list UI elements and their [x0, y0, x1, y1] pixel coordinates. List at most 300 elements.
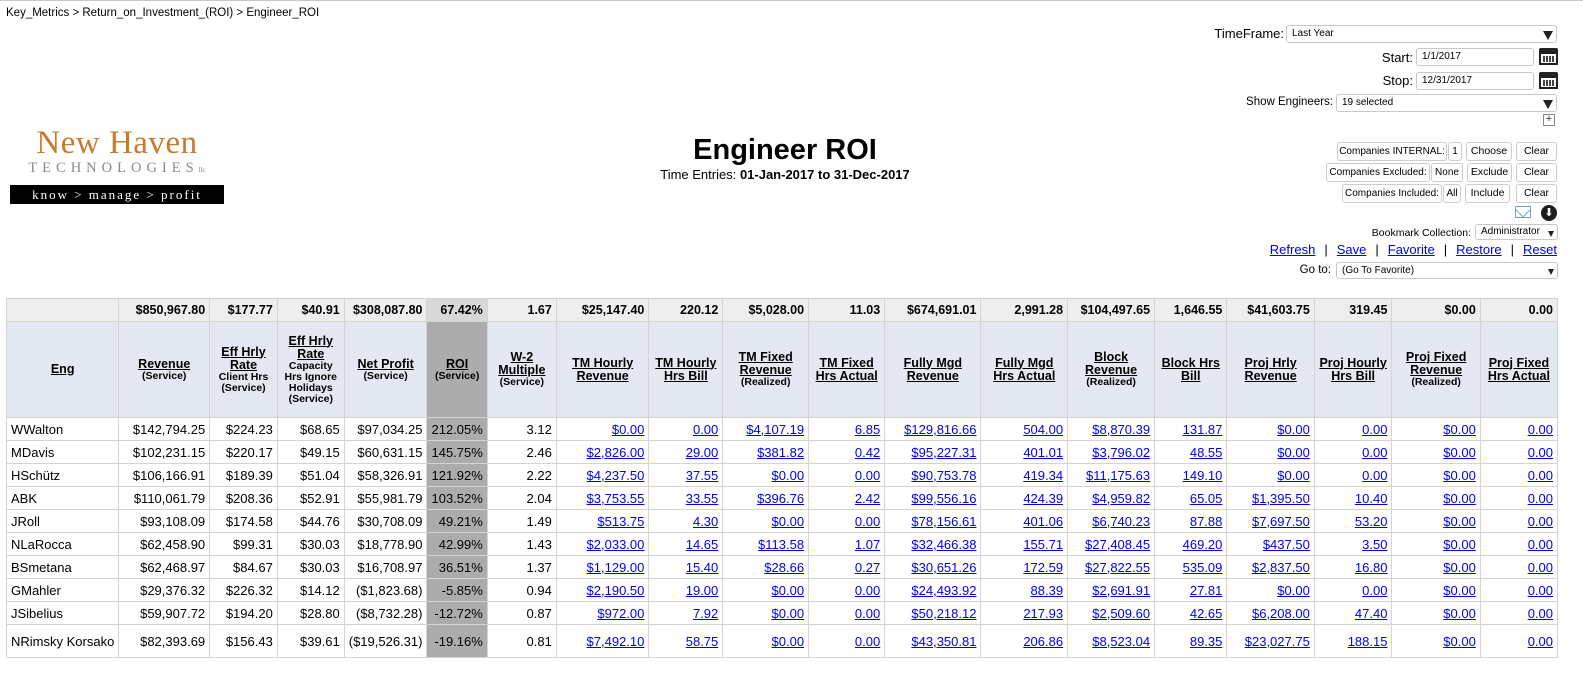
table-cell	[1314, 487, 1392, 510]
column-header[interactable]	[427, 322, 487, 418]
clear-internal-button[interactable]: Clear	[1516, 142, 1557, 161]
table-cell	[556, 533, 649, 556]
drilldown-link[interactable]: $437.50	[1262, 536, 1310, 552]
total-cell: $674,691.01	[885, 299, 981, 322]
table-cell	[723, 556, 809, 579]
row-gmahler	[7, 579, 1558, 602]
column-header-sublabel: (Realized)	[740, 376, 791, 388]
drilldown-link[interactable]: $113.58	[758, 536, 805, 552]
table-cell	[556, 625, 649, 658]
table-cell	[723, 625, 809, 658]
drilldown-link[interactable]: $7,697.50	[1251, 513, 1310, 529]
column-header-sublabel: (Realized)	[1411, 376, 1461, 388]
mail-icon[interactable]	[1515, 206, 1531, 218]
table-cell	[1068, 510, 1155, 533]
table-cell: ($19,526.31)	[344, 625, 427, 658]
drilldown-link[interactable]: 33.55	[685, 490, 719, 506]
drilldown-link[interactable]: 1.07	[854, 536, 881, 552]
table-cell: $142,794.25	[119, 418, 210, 441]
drilldown-link[interactable]: 504.00	[1023, 421, 1064, 437]
drilldown-link[interactable]: 172.59	[1023, 559, 1064, 575]
column-header[interactable]	[7, 322, 119, 418]
table-cell: $59,907.72	[119, 602, 210, 625]
totals-row	[7, 299, 1558, 322]
table-cell	[1314, 441, 1392, 464]
table-cell	[1227, 579, 1314, 602]
drilldown-link[interactable]: $30,651.26	[911, 559, 977, 575]
column-header[interactable]	[556, 322, 649, 418]
drilldown-link[interactable]: $32,466.38	[911, 536, 977, 552]
drilldown-link[interactable]: $28.66	[764, 559, 805, 575]
table-cell: 2.22	[487, 464, 556, 487]
header-row	[7, 322, 1558, 418]
total-cell: 1.67	[487, 299, 556, 322]
column-header[interactable]	[885, 322, 981, 418]
drilldown-link[interactable]: $396.76	[757, 490, 805, 506]
table-cell	[1480, 556, 1557, 579]
table-cell	[649, 579, 723, 602]
drilldown-link[interactable]: $4,959.82	[1092, 490, 1151, 506]
clear-included-button[interactable]: Clear	[1516, 184, 1557, 203]
drilldown-link[interactable]: $0.00	[1443, 536, 1476, 552]
table-cell: $97,034.25	[344, 418, 427, 441]
calendar-icon[interactable]	[1539, 72, 1558, 89]
drilldown-link[interactable]: 27.81	[1189, 582, 1223, 598]
drilldown-link[interactable]: $95,227.31	[911, 444, 977, 460]
table-cell	[1227, 625, 1314, 658]
drilldown-link[interactable]: 0.00	[854, 605, 881, 621]
column-header[interactable]	[981, 322, 1068, 418]
column-header-sublabel: (Service)	[499, 376, 544, 388]
start-date-input[interactable]: 1/1/2017	[1416, 48, 1534, 66]
drilldown-link[interactable]: $0.00	[611, 421, 645, 437]
exclude-button[interactable]: Exclude	[1467, 163, 1512, 182]
column-header[interactable]	[1068, 322, 1155, 418]
drilldown-link[interactable]: $0.00	[1443, 490, 1476, 506]
table-cell: $106,166.91	[119, 464, 210, 487]
drilldown-link[interactable]: $0.00	[771, 633, 805, 649]
column-header-label[interactable]: TM Hourly Revenue	[572, 355, 634, 383]
drilldown-link[interactable]: $513.75	[597, 513, 645, 529]
table-cell	[809, 556, 885, 579]
drilldown-link[interactable]: $43,350.81	[911, 633, 977, 649]
table-cell	[1314, 602, 1392, 625]
drilldown-link[interactable]: $0.00	[1443, 421, 1476, 437]
bookmark-collection-select[interactable]: Administrator	[1475, 224, 1558, 240]
drilldown-link[interactable]: $0.00	[771, 513, 805, 529]
table-cell: $29,376.32	[119, 579, 210, 602]
column-header-sublabel: Capacity Hrs Ignore Holidays (Service)	[284, 359, 338, 405]
drilldown-link[interactable]: 88.39	[1030, 582, 1064, 598]
column-header-label[interactable]: Fully Mgd Hrs Actual	[993, 355, 1056, 383]
page-subtitle: Time Entries: 01-Jan-2017 to 31-Dec-2017	[660, 167, 910, 182]
table-cell	[1068, 487, 1155, 510]
row-nlarocca	[7, 533, 1558, 556]
column-header-label[interactable]: Fully Mgd Revenue	[903, 355, 962, 383]
drilldown-link[interactable]: 15.40	[685, 559, 719, 575]
drilldown-link[interactable]: $0.00	[1443, 444, 1476, 460]
drilldown-link[interactable]: $2,691.91	[1092, 582, 1151, 598]
column-header-label[interactable]: TM Fixed Revenue	[738, 350, 793, 377]
table-cell: $14.12	[277, 579, 344, 602]
drilldown-link[interactable]: 535.09	[1182, 559, 1223, 575]
drilldown-link[interactable]: 58.75	[685, 633, 719, 649]
table-cell	[1227, 441, 1314, 464]
download-icon[interactable]: ⬇	[1541, 205, 1557, 221]
drilldown-link[interactable]: 419.34	[1023, 467, 1064, 483]
table-cell	[1392, 556, 1480, 579]
drilldown-link[interactable]: $129,816.66	[904, 421, 977, 437]
column-header-label[interactable]: Block Hrs Bill	[1161, 355, 1220, 383]
drilldown-link[interactable]: $0.00	[1443, 605, 1476, 621]
drilldown-link[interactable]: 65.05	[1189, 490, 1223, 506]
table-cell: $55,981.79	[344, 487, 427, 510]
drilldown-link[interactable]: 4.30	[692, 513, 719, 529]
table-cell	[1480, 464, 1557, 487]
drilldown-link[interactable]: $0.00	[1277, 421, 1310, 437]
drilldown-link[interactable]: $0.00	[1277, 582, 1310, 598]
table-cell: $30.03	[277, 533, 344, 556]
drilldown-link[interactable]: 469.20	[1182, 536, 1223, 552]
drilldown-link[interactable]: 0.00	[1362, 444, 1388, 460]
row-hschutz	[7, 464, 1558, 487]
table-cell	[556, 418, 649, 441]
table-cell	[809, 533, 885, 556]
table-cell: 145.75%	[427, 441, 487, 464]
drilldown-link[interactable]: 0.00	[1362, 582, 1388, 598]
drilldown-link[interactable]: $8,523.04	[1092, 633, 1151, 649]
table-cell: 36.51%	[427, 556, 487, 579]
drilldown-link[interactable]: $6,208.00	[1251, 605, 1310, 621]
breadcrumb: Key_Metrics > Return_on_Investment_(ROI) > Engineer_ROI	[6, 7, 320, 19]
table-cell: -5.85%	[427, 579, 487, 602]
table-cell	[649, 625, 723, 658]
table-cell	[649, 464, 723, 487]
drilldown-link[interactable]: $0.00	[1443, 582, 1476, 598]
drilldown-link[interactable]: $50,218.12	[911, 605, 977, 621]
filter-internal-label: Companies INTERNAL:	[1337, 142, 1447, 161]
drilldown-link[interactable]: $3,796.02	[1092, 444, 1151, 460]
goto-label: Go to:	[1299, 264, 1331, 276]
drilldown-link[interactable]: $1,129.00	[586, 559, 645, 575]
column-header-label[interactable]: Proj Hourly Hrs Bill	[1319, 355, 1387, 383]
total-cell: $104,497.65	[1068, 299, 1155, 322]
drilldown-link[interactable]: 0.00	[1527, 467, 1553, 483]
total-cell	[7, 299, 119, 322]
row-abk	[7, 487, 1558, 510]
drilldown-link[interactable]: $972.00	[597, 605, 645, 621]
drilldown-link[interactable]: 401.01	[1023, 444, 1064, 460]
drilldown-link[interactable]: $0.00	[1443, 467, 1476, 483]
drilldown-link[interactable]: 29.00	[685, 444, 719, 460]
table-cell	[1392, 441, 1480, 464]
table-cell: $194.20	[210, 602, 278, 625]
drilldown-link[interactable]: $11,175.63	[1085, 467, 1151, 483]
engineer-name: ABK	[7, 487, 119, 510]
column-header[interactable]	[1480, 322, 1557, 418]
drilldown-link[interactable]: 16.80	[1354, 559, 1388, 575]
table-cell: 212.05%	[427, 418, 487, 441]
chevron-down-icon	[1548, 231, 1554, 237]
drilldown-link[interactable]: $4,237.50	[586, 467, 645, 483]
column-header-label[interactable]: Proj Fixed Revenue	[1405, 350, 1467, 377]
stop-date-input[interactable]: 12/31/2017	[1416, 72, 1534, 90]
chevron-down-icon	[1543, 31, 1553, 40]
table-cell	[885, 510, 981, 533]
drilldown-link[interactable]: 424.39	[1023, 490, 1064, 506]
chevron-down-icon	[1548, 269, 1554, 275]
total-cell: $308,087.80	[344, 299, 427, 322]
drilldown-link[interactable]: $2,190.50	[586, 582, 645, 598]
table-cell	[809, 579, 885, 602]
drilldown-link[interactable]: 401.06	[1023, 513, 1064, 529]
table-cell	[981, 418, 1068, 441]
drilldown-link[interactable]: $381.82	[757, 444, 805, 460]
column-header[interactable]	[277, 322, 344, 418]
column-header-label[interactable]: W-2 Multiple	[498, 350, 546, 377]
drilldown-link[interactable]: 0.00	[1527, 421, 1553, 437]
drilldown-link[interactable]: $0.00	[771, 467, 805, 483]
drilldown-link[interactable]: 188.15	[1347, 633, 1388, 649]
column-header-label[interactable]: Eff Hrly Rate	[288, 333, 333, 361]
drilldown-link[interactable]: $27,408.45	[1085, 536, 1151, 552]
drilldown-link[interactable]: 0.00	[854, 582, 881, 598]
table-cell	[981, 487, 1068, 510]
table-cell	[1227, 533, 1314, 556]
drilldown-link[interactable]: 37.55	[685, 467, 719, 483]
drilldown-link[interactable]: $2,509.60	[1092, 605, 1151, 621]
calendar-icon[interactable]	[1539, 48, 1558, 65]
drilldown-link[interactable]: 0.00	[692, 421, 719, 437]
table-cell: 1.49	[487, 510, 556, 533]
column-header-label[interactable]: TM Fixed Hrs Actual	[815, 355, 878, 383]
table-cell: $39.61	[277, 625, 344, 658]
column-header[interactable]	[210, 322, 278, 418]
table-cell: $224.23	[210, 418, 278, 441]
drilldown-link[interactable]: 0.42	[854, 444, 881, 460]
drilldown-link[interactable]: 0.00	[1527, 559, 1553, 575]
drilldown-link[interactable]: 155.71	[1023, 536, 1064, 552]
column-header[interactable]	[1314, 322, 1392, 418]
favorite-link[interactable]: Favorite	[1387, 242, 1435, 257]
column-header[interactable]	[723, 322, 809, 418]
column-header-label[interactable]: TM Hourly Hrs Bill	[655, 355, 717, 383]
drilldown-link[interactable]: 0.00	[1527, 605, 1553, 621]
column-header-label[interactable]: Eng	[50, 362, 75, 376]
table-cell	[1314, 464, 1392, 487]
include-button[interactable]: Include	[1465, 184, 1510, 203]
drilldown-link[interactable]: 7.92	[692, 605, 719, 621]
column-header-label[interactable]: ROI	[446, 356, 469, 371]
table-cell	[1392, 464, 1480, 487]
row-jroll	[7, 510, 1558, 533]
column-header[interactable]	[1155, 322, 1227, 418]
table-cell	[723, 510, 809, 533]
restore-link[interactable]: Restore	[1456, 242, 1502, 257]
refresh-link[interactable]: Refresh	[1269, 242, 1316, 257]
drilldown-link[interactable]: $0.00	[1443, 513, 1476, 529]
drilldown-link[interactable]: $7,492.10	[586, 633, 645, 649]
drilldown-link[interactable]: $2,837.50	[1251, 559, 1310, 575]
goto-favorite-select[interactable]: (Go To Favorite)	[1336, 262, 1558, 279]
timeframe-select[interactable]: Last Year	[1286, 25, 1557, 43]
table-cell: 121.92%	[427, 464, 487, 487]
table-cell	[1480, 579, 1557, 602]
drilldown-link[interactable]: 2.42	[854, 490, 881, 506]
table-cell	[1480, 533, 1557, 556]
drilldown-link[interactable]: $4,107.19	[746, 421, 805, 437]
filter-row-excluded	[1326, 163, 1559, 182]
show-engineers-label: Show Engineers:	[1246, 96, 1333, 108]
drilldown-link[interactable]: 89.35	[1189, 633, 1223, 649]
drilldown-link[interactable]: 0.00	[854, 633, 881, 649]
drilldown-link[interactable]: 0.00	[854, 513, 881, 529]
column-header[interactable]	[119, 322, 210, 418]
row-nrimsky-korsako	[7, 625, 1558, 658]
drilldown-link[interactable]: $2,033.00	[586, 536, 645, 552]
total-cell: $40.91	[277, 299, 344, 322]
drilldown-link[interactable]: $6,740.23	[1092, 513, 1151, 529]
drilldown-link[interactable]: $27,822.55	[1085, 559, 1151, 575]
bookmark-collection-label: Bookmark Collection:	[1371, 227, 1471, 239]
drilldown-link[interactable]: $78,156.61	[911, 513, 977, 529]
drilldown-link[interactable]: 10.40	[1354, 490, 1388, 506]
total-cell: $0.00	[1392, 299, 1480, 322]
drilldown-link[interactable]: 0.00	[1527, 633, 1553, 649]
column-header[interactable]	[649, 322, 723, 418]
drilldown-link[interactable]: 87.88	[1189, 513, 1223, 529]
drilldown-link[interactable]: 0.00	[1527, 536, 1553, 552]
table-cell: $189.39	[210, 464, 278, 487]
drilldown-link[interactable]: $99,556.16	[911, 490, 977, 506]
save-link[interactable]: Save	[1336, 242, 1367, 257]
drilldown-link[interactable]: $90,753.78	[911, 467, 977, 483]
filter-included-label: Companies Included:	[1342, 184, 1442, 203]
table-cell	[809, 487, 885, 510]
drilldown-link[interactable]: 53.20	[1354, 513, 1388, 529]
drilldown-link[interactable]: 14.65	[685, 536, 719, 552]
table-cell	[1068, 418, 1155, 441]
drilldown-link[interactable]: 0.00	[1362, 467, 1388, 483]
drilldown-link[interactable]: $2,826.00	[586, 444, 645, 460]
table-cell: $58,326.91	[344, 464, 427, 487]
drilldown-link[interactable]: 42.65	[1189, 605, 1223, 621]
column-header-label[interactable]: Block Revenue	[1085, 350, 1138, 377]
action-links: Refresh | Save | Favorite | Restore | Reset	[1269, 242, 1557, 257]
clear-excluded-button[interactable]: Clear	[1516, 163, 1557, 182]
drilldown-link[interactable]: $0.00	[1443, 559, 1476, 575]
column-header[interactable]	[809, 322, 885, 418]
table-cell	[981, 602, 1068, 625]
table-cell	[1227, 602, 1314, 625]
drilldown-link[interactable]: 19.00	[685, 582, 719, 598]
show-engineers-select[interactable]: 19 selected	[1336, 94, 1557, 112]
drilldown-link[interactable]: $24,493.92	[911, 582, 977, 598]
column-header-sublabel: (Service)	[434, 369, 480, 382]
column-header-label[interactable]: Revenue	[138, 356, 191, 371]
table-cell	[1155, 602, 1227, 625]
drilldown-link[interactable]: $3,753.55	[586, 490, 645, 506]
drilldown-link[interactable]: 0.00	[1527, 490, 1553, 506]
column-header-label[interactable]: Proj Hrly Revenue	[1244, 355, 1297, 383]
table-cell	[809, 418, 885, 441]
table-cell	[1155, 464, 1227, 487]
drilldown-link[interactable]: 0.00	[1527, 444, 1553, 460]
table-cell	[1155, 418, 1227, 441]
table-cell: $174.58	[210, 510, 278, 533]
column-header-label[interactable]: Net Profit	[357, 356, 414, 371]
engineer-name: JRoll	[7, 510, 119, 533]
choose-button[interactable]: Choose	[1466, 142, 1512, 161]
table-cell	[649, 533, 723, 556]
column-header-label[interactable]: Eff Hrly Rate	[221, 344, 266, 372]
drilldown-link[interactable]: 217.93	[1023, 605, 1064, 621]
table-cell	[649, 441, 723, 464]
drilldown-link[interactable]: 0.27	[854, 559, 881, 575]
drilldown-link[interactable]: 0.00	[1527, 513, 1553, 529]
drilldown-link[interactable]: $8,870.39	[1092, 421, 1151, 437]
table-cell	[885, 533, 981, 556]
report-header	[560, 133, 1010, 183]
drilldown-link[interactable]: $0.00	[771, 605, 805, 621]
stop-label: Stop:	[1382, 73, 1413, 88]
table-cell: $208.36	[210, 487, 278, 510]
column-header-label[interactable]: Proj Fixed Hrs Actual	[1487, 355, 1550, 383]
reset-link[interactable]: Reset	[1523, 242, 1557, 257]
drilldown-link[interactable]: $0.00	[1277, 467, 1310, 483]
drilldown-link[interactable]: 6.85	[854, 421, 881, 437]
table-cell	[1392, 625, 1480, 658]
column-header-sublabel: (Service)	[142, 369, 187, 382]
column-header[interactable]	[487, 322, 556, 418]
drilldown-link[interactable]: 47.40	[1354, 605, 1388, 621]
drilldown-link[interactable]: 48.55	[1189, 444, 1223, 460]
table-cell: $16,708.97	[344, 556, 427, 579]
table-cell: $62,458.90	[119, 533, 210, 556]
table-cell	[1068, 625, 1155, 658]
drilldown-link[interactable]: 149.10	[1182, 467, 1223, 483]
drilldown-link[interactable]: 0.00	[854, 467, 881, 483]
plus-icon[interactable]: +	[1543, 114, 1555, 126]
table-cell	[1227, 510, 1314, 533]
drilldown-link[interactable]: 0.00	[1362, 421, 1388, 437]
drilldown-link[interactable]: $1,395.50	[1251, 490, 1310, 506]
column-header[interactable]	[1227, 322, 1314, 418]
column-header[interactable]	[344, 322, 427, 418]
column-header[interactable]	[1392, 322, 1480, 418]
table-cell	[885, 418, 981, 441]
drilldown-link[interactable]: 0.00	[1527, 582, 1553, 598]
drilldown-link[interactable]: 206.86	[1023, 633, 1064, 649]
engineer-name: JSibelius	[7, 602, 119, 625]
table-cell: $82,393.69	[119, 625, 210, 658]
table-cell	[809, 464, 885, 487]
table-cell	[885, 441, 981, 464]
drilldown-link[interactable]: $23,027.75	[1244, 633, 1310, 649]
drilldown-link[interactable]: 3.50	[1362, 536, 1388, 552]
drilldown-link[interactable]: $0.00	[771, 582, 805, 598]
chevron-down-icon	[1543, 100, 1553, 109]
table-cell	[1068, 533, 1155, 556]
drilldown-link[interactable]: $0.00	[1277, 444, 1310, 460]
table-cell: $220.17	[210, 441, 278, 464]
engineer-name: WWalton	[7, 418, 119, 441]
filter-excluded-value: None	[1431, 163, 1463, 182]
total-cell: 67.42%	[427, 299, 487, 322]
drilldown-link[interactable]: 131.87	[1182, 421, 1223, 437]
drilldown-link[interactable]: $0.00	[1443, 633, 1476, 649]
table-cell	[809, 625, 885, 658]
